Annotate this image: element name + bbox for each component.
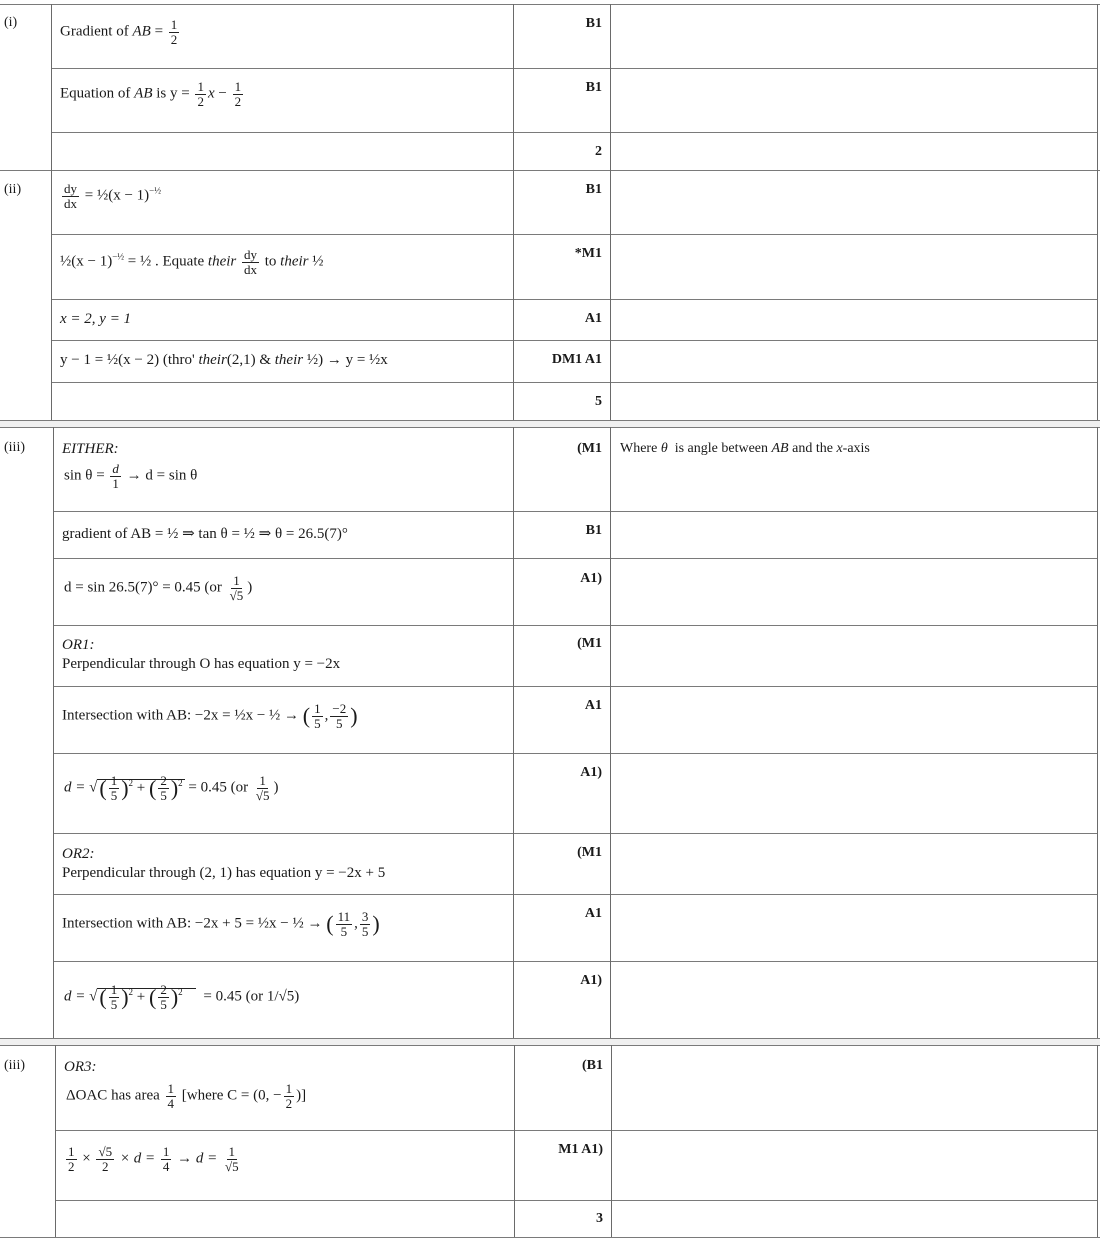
mark: A1) <box>580 571 602 586</box>
or1-label: OR1: <box>62 637 95 653</box>
fraction: $\frac{1}{5}$ <box>314 701 321 731</box>
working-row: y − 1 = ½(x − 2) (thro' their(2,1) & their ½) → y = ½x <box>60 352 388 368</box>
rule <box>0 4 1100 5</box>
mark: A1 <box>584 311 602 326</box>
mark: (M1 <box>577 441 602 456</box>
fraction: $\frac{1}{2}$ <box>234 79 242 109</box>
rule <box>51 340 1098 341</box>
part-label: (iii) <box>4 1058 25 1073</box>
or3-label: OR3: <box>64 1059 97 1075</box>
fraction: $\frac{d}{1}$ <box>112 461 119 491</box>
col-rule <box>611 1045 612 1237</box>
rule <box>51 132 1098 133</box>
rule <box>55 1130 1098 1131</box>
fraction: $\frac{1}{2}$ <box>170 17 178 47</box>
mark: B1 <box>585 80 602 95</box>
mark: B1 <box>585 16 602 31</box>
rule <box>55 1200 1098 1201</box>
rule <box>51 382 1098 383</box>
working-row: ΔOAC has area $\frac{1}{4}$ [where C = (0, − $\frac{1}{2}$ )] <box>66 1081 307 1111</box>
col-rule <box>1097 427 1098 1038</box>
col-rule <box>610 4 611 420</box>
working-row: Perpendicular through O has equation y = −2x <box>62 656 341 672</box>
working-row: ½(x − 1)$^{-\frac{1}{2}}$ = ½ . Equate their $\frac{dy}{dx}$ to their ½ <box>60 247 324 277</box>
mark: *M1 <box>574 246 602 261</box>
derivative: $\frac{dy}{dx}$ <box>64 181 77 211</box>
fraction: $\frac{3}{5}$ <box>361 909 369 939</box>
mark-total: 5 <box>595 394 602 409</box>
rule <box>53 961 1098 962</box>
fraction: $\frac{1}{2}$ <box>285 1081 293 1111</box>
col-rule <box>55 1045 56 1237</box>
either-label: EITHER: <box>62 441 119 457</box>
rule <box>53 558 1098 559</box>
derivative: $\frac{dy}{dx}$ <box>244 247 257 277</box>
mark-total: 2 <box>595 144 602 159</box>
section-gap <box>0 420 1100 427</box>
working-row: Intersection with AB: −2x + 5 = ½x − ½ → ( $\frac{11}{5}$ , $\frac{3}{5}$ ) <box>62 909 380 939</box>
working-row: $\frac{1}{2}$ × $\frac{√5}{2}$ × d = $\frac{1}{4}$ → d = $\frac{1}{√5}$ <box>68 1144 239 1174</box>
rule <box>51 299 1098 300</box>
fraction: $\frac{1}{2}$ <box>197 79 204 109</box>
working-row: $\frac{dy}{dx}$ = ½(x − 1)$^{-\frac{1}{2}}$ <box>64 181 161 211</box>
col-rule <box>1097 1045 1098 1237</box>
rule <box>0 1045 1100 1046</box>
working-row: gradient of AB = ½ ⇒ tan θ = ½ ⇒ θ = 26.5(7)° <box>62 526 348 542</box>
mark: B1 <box>585 182 602 197</box>
fraction: $\frac{11}{5}$ <box>337 909 351 939</box>
col-rule <box>610 427 611 1038</box>
part-label: (ii) <box>4 182 22 197</box>
working-row: Intersection with AB: −2x = ½x − ½ → ( $\frac{1}{5}$ , $\frac{-2}{5}$ ) <box>62 701 358 731</box>
or2-label: OR2: <box>62 846 95 862</box>
part-label: (iii) <box>4 440 25 455</box>
guidance-note: Where θ is angle between AB and the x-axis <box>620 441 870 456</box>
rule <box>53 625 1098 626</box>
col-rule <box>53 427 54 1038</box>
mark-total: 3 <box>596 1211 603 1226</box>
rule <box>0 170 1100 171</box>
mark: B1 <box>585 523 602 538</box>
working-row: d = sin 26.5(7)° = 0.45 (or $\frac{1}{√5}$ ) <box>64 573 253 603</box>
col-rule <box>513 427 514 1038</box>
working-row: d = √( $\frac{1}{5}$ )$^2$ + ( $\frac{2}{5}$ )$^2$ = 0.45 (or $\frac{1}{√5}$ ) <box>64 773 279 803</box>
mark: (B1 <box>582 1058 603 1073</box>
working-row: Equation of AB is y = $\frac{1}{2}$ x − $\frac{1}{2}$ <box>60 79 242 109</box>
col-rule <box>51 4 52 420</box>
working-row: sin θ = $\frac{d}{1}$ → d = sin θ <box>64 461 198 491</box>
rule <box>53 753 1098 754</box>
rule <box>53 686 1098 687</box>
rule <box>0 427 1100 428</box>
working-row: Perpendicular through (2, 1) has equation y = −2x + 5 <box>62 865 386 881</box>
rule <box>0 1038 1100 1039</box>
mark: M1 A1) <box>558 1142 603 1157</box>
working-row: d = √( $\frac{1}{5}$ )$^2$ + ( $\frac{2}{5}$ )$^2$ = 0.45 (or 1/√5) <box>64 982 300 1012</box>
mark: A1) <box>580 973 602 988</box>
rule <box>51 68 1098 69</box>
mark: A1 <box>584 698 602 713</box>
rule <box>53 833 1098 834</box>
rule <box>53 511 1098 512</box>
mark: (M1 <box>577 845 602 860</box>
rule <box>0 420 1100 421</box>
rule <box>53 894 1098 895</box>
mark: (M1 <box>577 636 602 651</box>
section-gap <box>0 1038 1100 1045</box>
fraction: $\frac{1}{√5}$ <box>229 573 244 603</box>
fraction: $\frac{1}{4}$ <box>167 1081 175 1111</box>
rule <box>0 1237 1100 1238</box>
part-label: (i) <box>4 15 18 30</box>
working-row: Gradient of AB = $\frac{1}{2}$ <box>60 17 178 47</box>
col-rule <box>1097 4 1098 420</box>
mark: DM1 A1 <box>551 352 602 367</box>
mark: A1 <box>584 906 602 921</box>
mark: A1) <box>580 765 602 780</box>
fraction: $\frac{-2}{5}$ <box>332 701 347 731</box>
working-row: x = 2, y = 1 <box>60 311 132 327</box>
rule <box>51 234 1098 235</box>
